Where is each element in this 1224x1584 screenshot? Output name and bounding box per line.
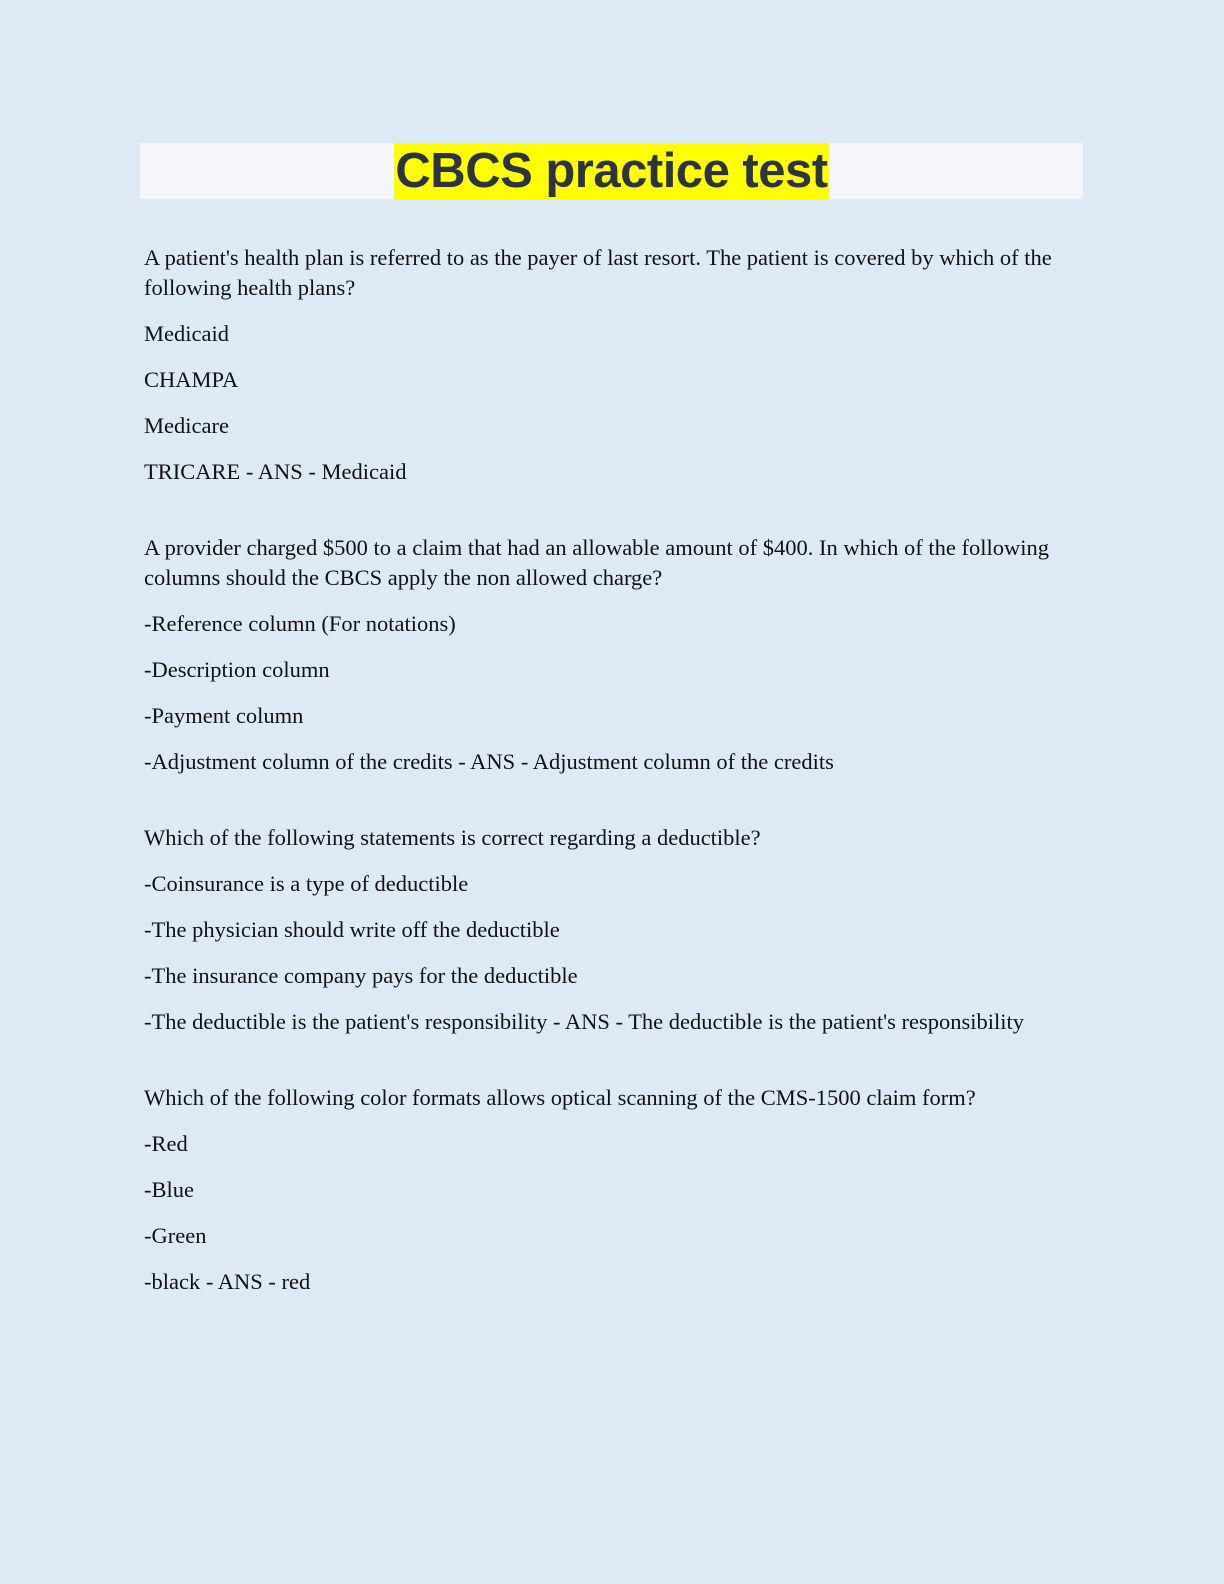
answer-option: -Coinsurance is a type of deductible	[144, 871, 469, 896]
answer-option-with-answer: -black - ANS - red	[144, 1269, 311, 1294]
answer-option: -Blue	[144, 1177, 194, 1202]
answer-option: Medicaid	[144, 321, 229, 346]
question-block-4	[144, 1083, 1084, 1297]
answer-option-with-answer: -The deductible is the patient's responsibility - ANS - The deductible is the patient's responsibility	[144, 1009, 1025, 1034]
answer-option: -Payment column	[144, 703, 304, 728]
question-block-2	[144, 533, 1084, 777]
answer-option: -Green	[144, 1223, 207, 1248]
answer-option: -The insurance company pays for the deductible	[144, 963, 578, 988]
question-text: A provider charged $500 to a claim that had an allowable amount of $400. In which of the following columns should the CBCS apply the non allowed charge?	[144, 535, 1049, 590]
answer-option-with-answer: -Adjustment column of the credits - ANS - Adjustment column of the credits	[144, 749, 834, 774]
title-banner	[140, 143, 1083, 199]
answer-option-with-answer: TRICARE - ANS - Medicaid	[144, 459, 407, 484]
question-block-1	[144, 243, 1084, 487]
question-text: A patient's health plan is referred to as the payer of last resort. The patient is covered by which of the following health plans?	[144, 245, 1052, 300]
question-text: Which of the following statements is correct regarding a deductible?	[144, 825, 761, 850]
question-text: Which of the following color formats allows optical scanning of the CMS-1500 claim form?	[144, 1085, 976, 1110]
answer-option: -The physician should write off the deductible	[144, 917, 560, 942]
answer-option: CHAMPA	[144, 367, 239, 392]
answer-option: Medicare	[144, 413, 229, 438]
document-body	[144, 243, 1084, 1343]
answer-option: -Red	[144, 1131, 188, 1156]
question-block-3	[144, 823, 1084, 1037]
answer-option: -Description column	[144, 657, 330, 682]
answer-option: -Reference column (For notations)	[144, 611, 456, 636]
page-title: CBCS practice test	[395, 144, 828, 198]
